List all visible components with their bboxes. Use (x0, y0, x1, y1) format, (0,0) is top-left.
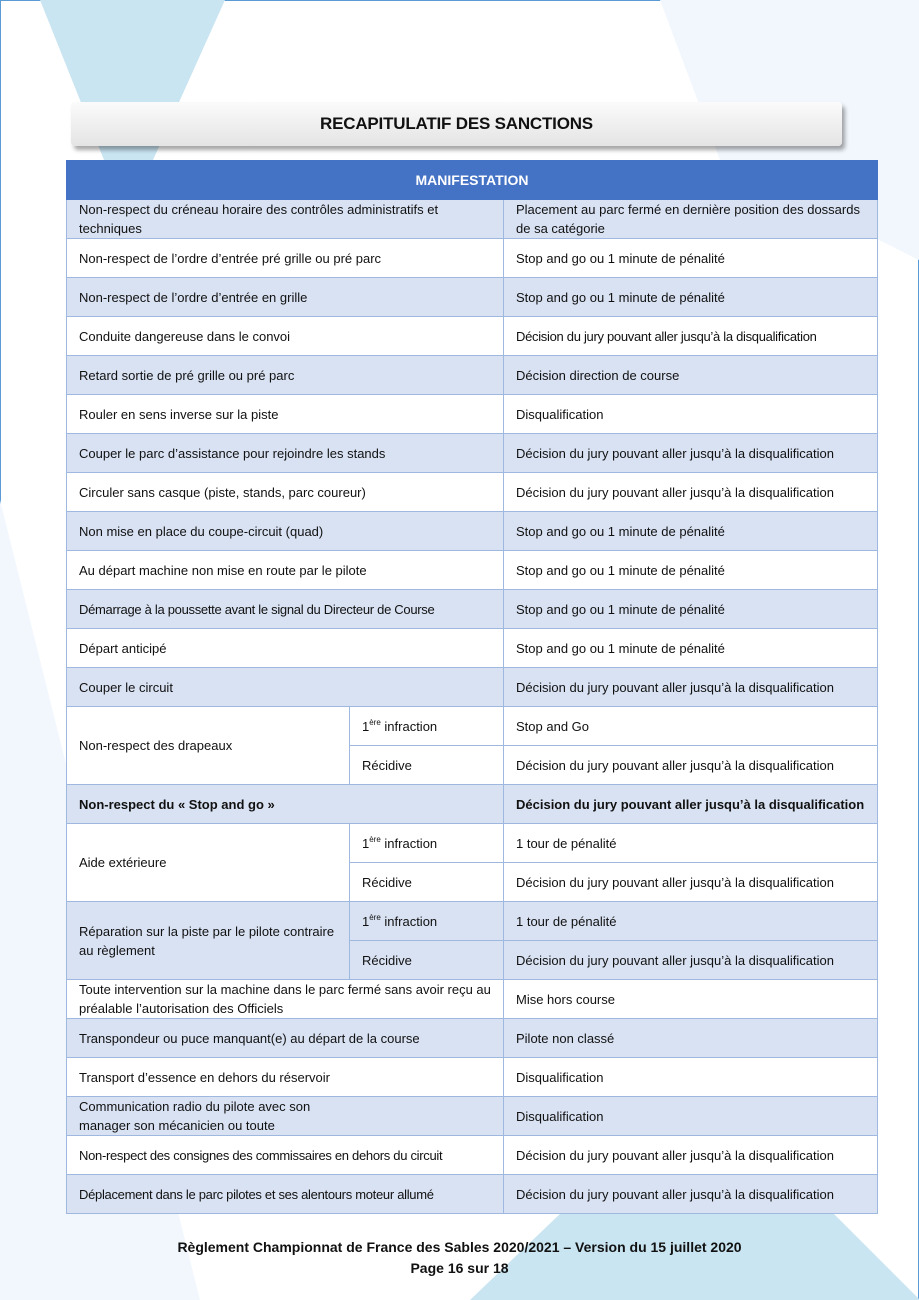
table-row-graded-first (67, 824, 878, 863)
sanction-cell: Décision du jury pouvant aller jusqu’à la disqualification (504, 317, 878, 356)
infraction-cell: Communication radio du pilote avec son manager son mécanicien ou toute (67, 1097, 504, 1136)
table-row (67, 473, 878, 512)
table-row (67, 278, 878, 317)
offence-level-cell: Récidive (350, 746, 504, 785)
sanction-cell: Disqualification (504, 1058, 878, 1097)
sanction-cell: Disqualification (504, 395, 878, 434)
table-row (67, 1175, 878, 1214)
level-superscript: ère (369, 834, 381, 844)
table-row (67, 317, 878, 356)
infraction-cell: Conduite dangereuse dans le convoi (67, 317, 504, 356)
infraction-cell: Toute intervention sur la machine dans le parc fermé sans avoir reçu au préalable l’autorisation des Officiels (67, 980, 504, 1019)
infraction-cell: Non-respect des consignes des commissaires en dehors du circuit (67, 1136, 504, 1175)
sanction-cell: Stop and go ou 1 minute de pénalité (504, 629, 878, 668)
table-row (67, 590, 878, 629)
offence-level-cell (350, 824, 504, 863)
sanction-cell: Décision direction de course (504, 356, 878, 395)
table-row (67, 668, 878, 707)
infraction-cell: Au départ machine non mise en route par le pilote (67, 551, 504, 590)
sanction-cell: Décision du jury pouvant aller jusqu’à la disqualification (504, 1175, 878, 1214)
infraction-cell: Non mise en place du coupe-circuit (quad) (67, 512, 504, 551)
level-number: 1 (362, 913, 370, 929)
page-title: RECAPITULATIF DES SANCTIONS (320, 114, 593, 133)
table-row (67, 200, 878, 239)
level-rest: infraction (380, 913, 438, 929)
sanction-cell: Décision du jury pouvant aller jusqu’à la disqualification (504, 941, 878, 980)
table-row (67, 1058, 878, 1097)
table-row (67, 629, 878, 668)
sanction-cell: Pilote non classé (504, 1019, 878, 1058)
level-number: 1 (362, 835, 370, 851)
table-row (67, 512, 878, 551)
level-rest: infraction (380, 835, 438, 851)
infraction-cell: Aide extérieure (67, 824, 350, 902)
table-row (67, 1019, 878, 1058)
sanction-cell: 1 tour de pénalité (504, 824, 878, 863)
infraction-cell: Départ anticipé (67, 629, 504, 668)
sanction-cell: Décision du jury pouvant aller jusqu’à la disqualification (504, 1136, 878, 1175)
infraction-cell: Non-respect de l’ordre d’entrée pré grille ou pré parc (67, 239, 504, 278)
table-row (67, 1136, 878, 1175)
sanction-cell: Décision du jury pouvant aller jusqu’à la disqualification (504, 473, 878, 512)
sanction-cell: Décision du jury pouvant aller jusqu’à la disqualification (504, 785, 878, 824)
table-row (67, 980, 878, 1019)
infraction-cell: Couper le parc d’assistance pour rejoindre les stands (67, 434, 504, 473)
level-superscript: ère (369, 717, 381, 727)
title-banner (71, 102, 842, 146)
page-footer (0, 1237, 919, 1279)
sanction-cell: Décision du jury pouvant aller jusqu’à la disqualification (504, 746, 878, 785)
infraction-cell: Non-respect des drapeaux (67, 707, 350, 785)
sanction-cell: Décision du jury pouvant aller jusqu’à la disqualification (504, 863, 878, 902)
level-number: 1 (362, 718, 370, 734)
table-row (67, 239, 878, 278)
footer-document-title: Règlement Championnat de France des Sables 2020/2021 – Version du 15 juillet 2020 (177, 1239, 742, 1255)
infraction-cell: Non-respect du créneau horaire des contrôles administratifs et techniques (67, 200, 504, 239)
sanction-cell: Décision du jury pouvant aller jusqu’à la disqualification (504, 668, 878, 707)
footer-page-number: Page 16 sur 18 (410, 1260, 509, 1276)
table-row (67, 395, 878, 434)
infraction-cell: Transport d’essence en dehors du réservoir (67, 1058, 504, 1097)
infraction-cell: Rouler en sens inverse sur la piste (67, 395, 504, 434)
table-row (67, 434, 878, 473)
sanction-cell: Stop and go ou 1 minute de pénalité (504, 590, 878, 629)
table-row (67, 1097, 878, 1136)
table-row-graded-first (67, 902, 878, 941)
sanction-cell: Stop and go ou 1 minute de pénalité (504, 278, 878, 317)
offence-level-cell: Récidive (350, 863, 504, 902)
sanction-cell: Placement au parc fermé en dernière position des dossards de sa catégorie (504, 200, 878, 239)
level-superscript: ère (369, 912, 381, 922)
infraction-cell: Démarrage à la poussette avant le signal du Directeur de Course (67, 590, 504, 629)
infraction-cell: Non-respect de l’ordre d’entrée en grille (67, 278, 504, 317)
level-rest: infraction (380, 718, 438, 734)
table-row (67, 356, 878, 395)
offence-level-cell (350, 902, 504, 941)
table-row (67, 551, 878, 590)
infraction-cell: Non-respect du « Stop and go » (67, 785, 504, 824)
sanction-cell: Disqualification (504, 1097, 878, 1136)
sanction-cell: Décision du jury pouvant aller jusqu’à la disqualification (504, 434, 878, 473)
sanction-cell: Stop and go ou 1 minute de pénalité (504, 512, 878, 551)
infraction-cell: Circuler sans casque (piste, stands, parc coureur) (67, 473, 504, 512)
sanctions-body (67, 200, 878, 1214)
sanction-cell: Stop and go ou 1 minute de pénalité (504, 239, 878, 278)
section-header: MANIFESTATION (67, 161, 878, 200)
sanction-cell: Stop and Go (504, 707, 878, 746)
infraction-cell: Réparation sur la piste par le pilote contraire au règlement (67, 902, 350, 980)
sanction-cell: Mise hors course (504, 980, 878, 1019)
table-row-highlighted (67, 785, 878, 824)
infraction-cell: Déplacement dans le parc pilotes et ses alentours moteur allumé (67, 1175, 504, 1214)
offence-level-cell (350, 707, 504, 746)
table-row-graded-first (67, 707, 878, 746)
sanction-cell: Stop and go ou 1 minute de pénalité (504, 551, 878, 590)
sanctions-table (66, 160, 878, 1214)
infraction-cell: Couper le circuit (67, 668, 504, 707)
infraction-cell: Transpondeur ou puce manquant(e) au départ de la course (67, 1019, 504, 1058)
sanction-cell: 1 tour de pénalité (504, 902, 878, 941)
infraction-cell: Retard sortie de pré grille ou pré parc (67, 356, 504, 395)
offence-level-cell: Récidive (350, 941, 504, 980)
